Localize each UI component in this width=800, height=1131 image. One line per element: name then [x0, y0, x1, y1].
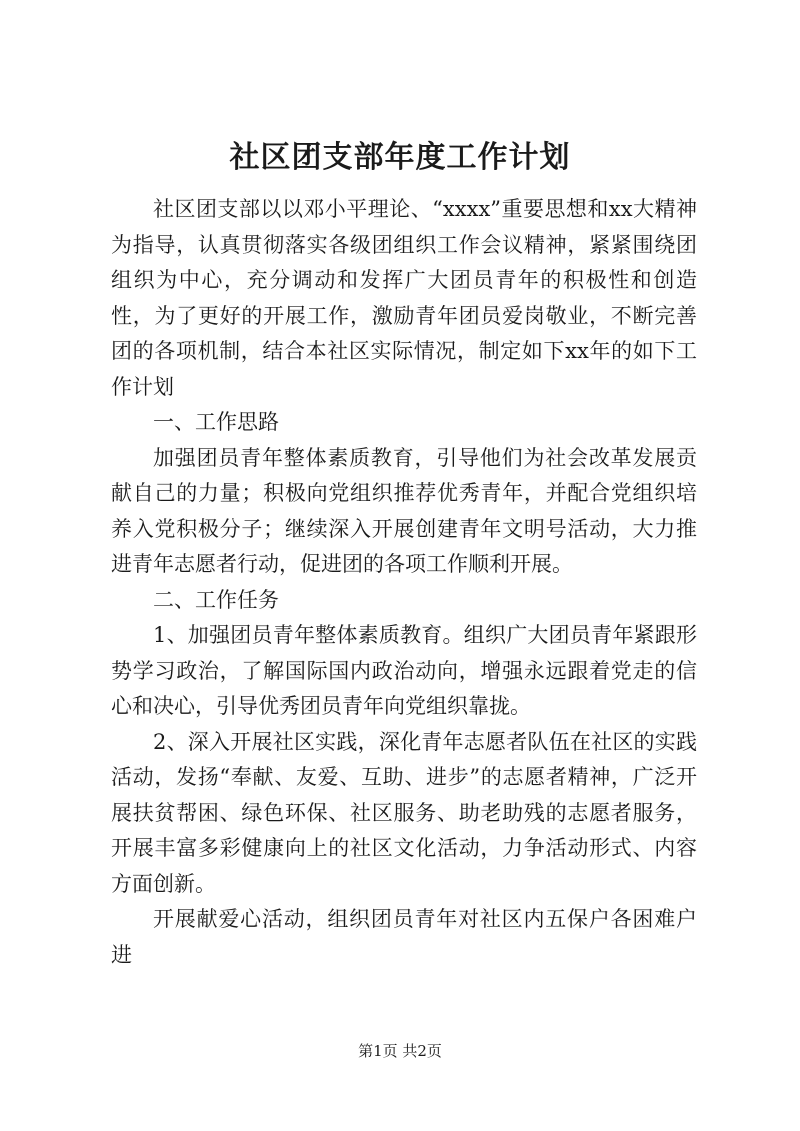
- paragraph-intro: 社区团支部以以邓小平理论、“xxxx”重要思想和xx大精神为指导，认真贯彻落实各级团组织工作会议精神，紧紧围绕团组织为中心，充分调动和发挥广大团员青年的积极性和创造性，为了更好的开展工作，激励青年团员爱岗敬业，不断完善团的各项机制，结合本社区实际情况，制定如下xx年的如下工作计划: [111, 197, 697, 399]
- page-number-footer: 第1页 共2页: [358, 1042, 442, 1060]
- section-heading-work-tasks: 二、工作任务: [153, 587, 279, 612]
- paragraph-task-1: 1、加强团员青年整体素质教育。组织广大团员青年紧跟形势学习政治，了解国际国内政治动向，增强永远跟着党走的信心和决心，引导优秀团员青年向党组织靠拢。: [111, 623, 697, 718]
- document-body: [111, 192, 697, 973]
- paragraph-task-2: 2、深入开展社区实践，深化青年志愿者队伍在社区的实践活动，发扬“奉献、友爱、互助、进步”的志愿者精神，广泛开展扶贫帮困、绿色环保、社区服务、助老助残的志愿者服务，开展丰富多彩健康向上的社区文化活动，力争活动形式、内容方面创新。: [111, 729, 697, 896]
- document-title: 社区团支部年度工作计划: [229, 140, 571, 175]
- paragraph-charity-activity: 开展献爱心活动，组织团员青年对社区内五保户各困难户进: [111, 907, 697, 967]
- section-heading-work-approach: 一、工作思路: [153, 410, 279, 434]
- paragraph-work-approach: 加强团员青年整体素质教育，引导他们为社会改革发展贡献自己的力量；积极向党组织推荐优秀青年，并配合党组织培养入党积极分子；继续深入开展创建青年文明号活动，大力推进青年志愿者行动，促进团的各项工作顺利开展。: [111, 445, 697, 576]
